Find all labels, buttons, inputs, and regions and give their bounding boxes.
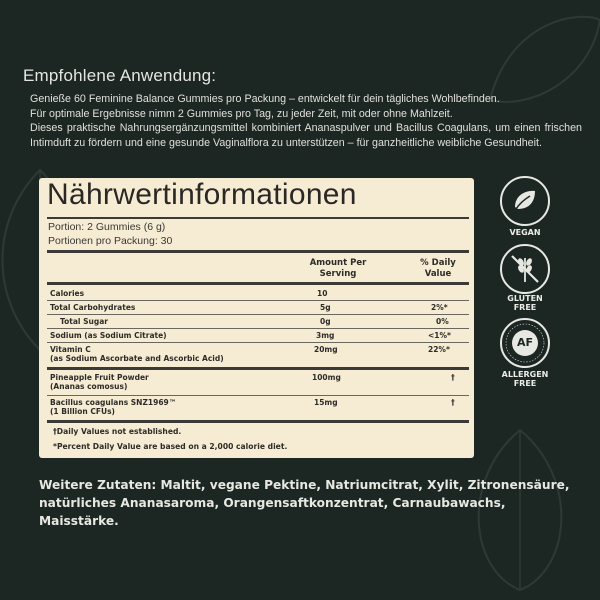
nutrient-dv: <1%* <box>428 331 451 340</box>
table-row <box>47 286 469 301</box>
nutrient-dv: 2%* <box>431 303 448 312</box>
usage-line: Für optimale Ergebnisse nimm 2 Gummies pro Tag, zu jeder Zeit, mit oder ohne Mahlzeit. <box>30 107 453 120</box>
table-row <box>47 342 469 370</box>
nutrient-dv: 0% <box>436 317 449 326</box>
divider <box>47 250 469 253</box>
nutrient-detail: (1 Billion CFUs) <box>50 407 115 416</box>
allergen-free-label <box>490 370 560 388</box>
divider <box>47 217 469 219</box>
gluten-free-line: FREE <box>513 303 537 312</box>
gluten-free-badge <box>500 244 550 294</box>
servings-per-pack: Portionen pro Packung: 30 <box>48 235 173 247</box>
dagger-footnote: †Daily Values not established. <box>53 427 182 436</box>
nutrient-detail: (as Sodium Ascorbate and Ascorbic Acid) <box>50 354 224 363</box>
vegan-label: VEGAN <box>509 228 541 237</box>
allergen-free-line: ALLERGEN <box>501 370 549 379</box>
nutrient-amount: 5g <box>320 303 331 312</box>
usage-heading: Empfohlene Anwendung: <box>23 66 217 85</box>
usage-line: Dieses praktische Nahrungsergänzungsmittel kombiniert Ananaspulver und Bacillus Coagulans, um einen frischen Intimduft zu fördern und eine gesunde Vaginalflora zu unterstützen – für ganzheitliche weibliche Gesundheit. <box>30 122 582 149</box>
daily-value-column-header: % Daily Value <box>420 258 456 279</box>
divider <box>47 282 469 285</box>
table-row <box>47 395 469 423</box>
nutrient-amount: 100mg <box>312 373 341 382</box>
nutrient-name: Total Sugar <box>60 317 108 326</box>
nutrition-facts-panel <box>39 178 474 458</box>
nutrient-dv: † <box>451 398 455 407</box>
percent-footnote: *Percent Daily Value are based on a 2,000 calorie diet. <box>53 442 288 451</box>
nutrient-dv: 22%* <box>428 345 450 354</box>
serving-size: Portion: 2 Gummies (6 g) <box>48 221 166 233</box>
table-row <box>47 370 469 396</box>
nutrient-dv: † <box>451 373 455 382</box>
table-row <box>47 328 469 343</box>
nutrient-name: Sodium (as Sodium Citrate) <box>50 331 167 340</box>
amount-column-header: Amount Per Serving <box>309 258 367 279</box>
nutrient-amount: 20mg <box>314 345 338 354</box>
nutrient-amount: 0g <box>320 317 331 326</box>
nutrient-detail: (Ananas comosus) <box>50 382 128 391</box>
nutrition-title: Nährwertinformationen <box>47 178 357 211</box>
allergen-free-line: FREE <box>513 379 537 388</box>
vegan-badge <box>500 176 550 226</box>
af-mark: AF <box>516 336 534 349</box>
nutrient-amount: 3mg <box>316 331 335 340</box>
gluten-free-line: GLUTEN <box>507 294 543 303</box>
table-row <box>47 314 469 329</box>
leaf-icon <box>502 178 548 224</box>
usage-line: Genieße 60 Feminine Balance Gummies pro Packung – entwickelt für dein tägliches Wohlbefinden. <box>30 93 500 105</box>
nutrient-name: Vitamin C <box>50 345 91 354</box>
wheat-crossed-icon <box>502 246 548 292</box>
nutrient-amount: 10 <box>317 289 328 298</box>
gluten-free-label <box>490 294 560 312</box>
usage-description <box>30 92 582 150</box>
nutrient-name: Calories <box>50 289 85 298</box>
nutrient-name: Bacillus coagulans SNZ1969™ <box>50 398 177 407</box>
nutrient-name: Pineapple Fruit Powder <box>50 373 149 382</box>
further-ingredients: Weitere Zutaten: Maltit, vegane Pektine, Natriumcitrat, Xylit, Zitronensäure, natürliches Ananasaroma, Orangensaftkonzentrat, Carnaubawachs, Maisstärke. <box>39 478 570 528</box>
table-row <box>47 300 469 315</box>
nutrient-amount: 15mg <box>314 398 338 407</box>
nutrient-name: Total Carbohydrates <box>50 303 136 312</box>
allergen-free-badge <box>500 318 550 368</box>
